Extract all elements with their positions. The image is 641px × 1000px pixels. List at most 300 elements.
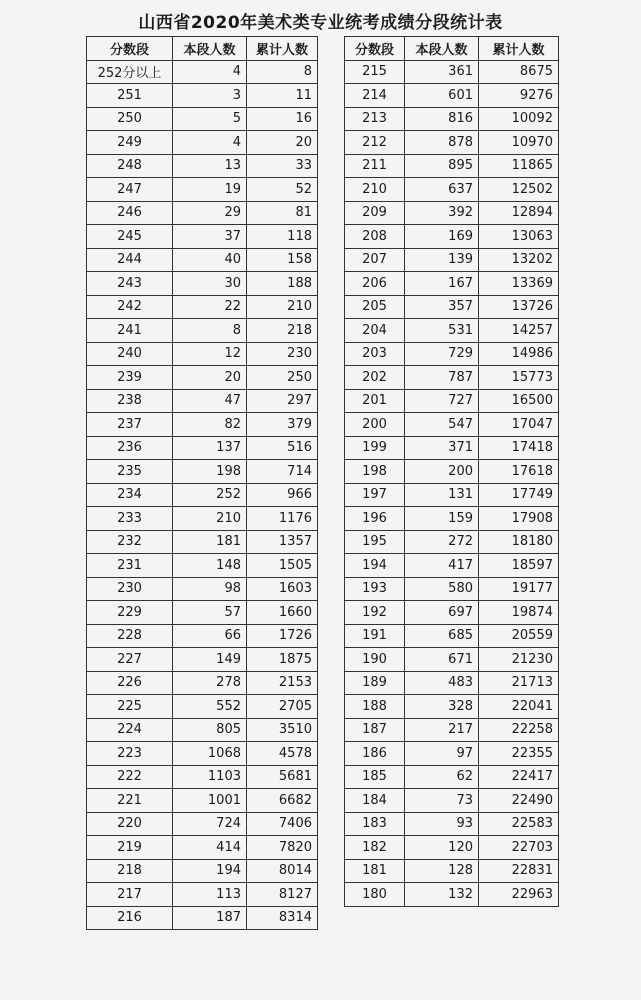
table-row (345, 859, 559, 883)
score-band-cell: 190 (345, 648, 405, 672)
band-count-cell: 22 (173, 295, 247, 319)
table-row (345, 84, 559, 108)
band-count-cell: 328 (405, 695, 479, 719)
score-band-cell: 194 (345, 554, 405, 578)
table-row (87, 671, 318, 695)
cumulative-count-cell: 18180 (479, 530, 559, 554)
cumulative-count-cell: 13369 (479, 272, 559, 296)
band-count-cell: 198 (173, 460, 247, 484)
table-row (87, 601, 318, 625)
band-count-cell: 417 (405, 554, 479, 578)
table-row (345, 413, 559, 437)
cumulative-count-cell: 20559 (479, 624, 559, 648)
table-row (87, 836, 318, 860)
table-row (87, 178, 318, 202)
band-count-cell: 167 (405, 272, 479, 296)
cumulative-count-cell: 18597 (479, 554, 559, 578)
score-band-cell: 223 (87, 742, 173, 766)
band-count-cell: 210 (173, 507, 247, 531)
cumulative-count-cell: 1505 (247, 554, 318, 578)
table-row (87, 648, 318, 672)
cumulative-count-cell: 22041 (479, 695, 559, 719)
cumulative-count-cell: 2153 (247, 671, 318, 695)
cumulative-count-cell: 81 (247, 201, 318, 225)
score-band-cell: 214 (345, 84, 405, 108)
band-count-cell: 148 (173, 554, 247, 578)
band-count-cell: 547 (405, 413, 479, 437)
cumulative-count-cell: 8127 (247, 883, 318, 907)
table-row (345, 624, 559, 648)
table-row (87, 131, 318, 155)
table-row (345, 812, 559, 836)
band-count-cell: 19 (173, 178, 247, 202)
table-row (87, 507, 318, 531)
score-band-cell: 189 (345, 671, 405, 695)
score-band-cell: 227 (87, 648, 173, 672)
table-row (87, 295, 318, 319)
band-count-cell: 252 (173, 483, 247, 507)
band-count-cell: 483 (405, 671, 479, 695)
cumulative-count-cell: 8 (247, 60, 318, 84)
score-band-cell: 230 (87, 577, 173, 601)
table-body-left (87, 60, 318, 930)
table-row (87, 859, 318, 883)
cumulative-count-cell: 11865 (479, 154, 559, 178)
band-count-cell: 1068 (173, 742, 247, 766)
score-band-cell: 220 (87, 812, 173, 836)
table-row (87, 319, 318, 343)
cumulative-count-cell: 13726 (479, 295, 559, 319)
score-band-cell: 237 (87, 413, 173, 437)
score-band-cell: 241 (87, 319, 173, 343)
table-row (345, 601, 559, 625)
score-table-right (344, 36, 559, 907)
cumulative-count-cell: 8014 (247, 859, 318, 883)
cumulative-count-cell: 6682 (247, 789, 318, 813)
table-row (87, 389, 318, 413)
score-band-cell: 212 (345, 131, 405, 155)
table-row (87, 60, 318, 84)
score-band-cell: 233 (87, 507, 173, 531)
band-count-cell: 531 (405, 319, 479, 343)
cumulative-count-cell: 17418 (479, 436, 559, 460)
score-band-cell: 201 (345, 389, 405, 413)
header-band-count: 本段人数 (173, 37, 247, 61)
band-count-cell: 878 (405, 131, 479, 155)
cumulative-count-cell: 22355 (479, 742, 559, 766)
cumulative-count-cell: 8314 (247, 906, 318, 930)
table-row (345, 319, 559, 343)
page-title: 山西省2020年美术类专业统考成绩分段统计表 (138, 13, 503, 33)
cumulative-count-cell: 22583 (479, 812, 559, 836)
band-count-cell: 4 (173, 131, 247, 155)
band-count-cell: 895 (405, 154, 479, 178)
band-count-cell: 159 (405, 507, 479, 531)
band-count-cell: 62 (405, 765, 479, 789)
score-band-cell: 202 (345, 366, 405, 390)
score-band-cell: 234 (87, 483, 173, 507)
table-row (87, 483, 318, 507)
header-cumulative-count: 累计人数 (247, 37, 318, 61)
cumulative-count-cell: 12502 (479, 178, 559, 202)
table-row (87, 413, 318, 437)
header-score-band: 分数段 (87, 37, 173, 61)
score-band-cell: 182 (345, 836, 405, 860)
score-band-cell: 184 (345, 789, 405, 813)
cumulative-count-cell: 218 (247, 319, 318, 343)
band-count-cell: 132 (405, 883, 479, 907)
band-count-cell: 194 (173, 859, 247, 883)
score-band-cell: 215 (345, 60, 405, 84)
score-band-cell: 191 (345, 624, 405, 648)
band-count-cell: 187 (173, 906, 247, 930)
band-count-cell: 120 (405, 836, 479, 860)
score-band-cell: 203 (345, 342, 405, 366)
band-count-cell: 552 (173, 695, 247, 719)
score-band-cell: 228 (87, 624, 173, 648)
table-row (87, 201, 318, 225)
table-row (87, 906, 318, 930)
cumulative-count-cell: 22963 (479, 883, 559, 907)
cumulative-count-cell: 230 (247, 342, 318, 366)
score-band-cell: 247 (87, 178, 173, 202)
cumulative-count-cell: 14257 (479, 319, 559, 343)
band-count-cell: 361 (405, 60, 479, 84)
cumulative-count-cell: 22490 (479, 789, 559, 813)
cumulative-count-cell: 516 (247, 436, 318, 460)
table-row (345, 460, 559, 484)
score-band-cell: 221 (87, 789, 173, 813)
cumulative-count-cell: 11 (247, 84, 318, 108)
table-row (345, 366, 559, 390)
band-count-cell: 805 (173, 718, 247, 742)
cumulative-count-cell: 14986 (479, 342, 559, 366)
cumulative-count-cell: 52 (247, 178, 318, 202)
cumulative-count-cell: 10092 (479, 107, 559, 131)
table-row (345, 272, 559, 296)
band-count-cell: 47 (173, 389, 247, 413)
table-row (345, 883, 559, 907)
cumulative-count-cell: 17908 (479, 507, 559, 531)
band-count-cell: 181 (173, 530, 247, 554)
score-band-cell: 219 (87, 836, 173, 860)
score-band-cell: 180 (345, 883, 405, 907)
table-row (87, 225, 318, 249)
score-band-cell: 213 (345, 107, 405, 131)
band-count-cell: 724 (173, 812, 247, 836)
score-band-cell: 244 (87, 248, 173, 272)
band-count-cell: 671 (405, 648, 479, 672)
score-band-cell: 185 (345, 765, 405, 789)
band-count-cell: 816 (405, 107, 479, 131)
score-band-cell: 248 (87, 154, 173, 178)
score-band-cell: 216 (87, 906, 173, 930)
band-count-cell: 5 (173, 107, 247, 131)
band-count-cell: 1001 (173, 789, 247, 813)
score-band-cell: 199 (345, 436, 405, 460)
band-count-cell: 392 (405, 201, 479, 225)
cumulative-count-cell: 16500 (479, 389, 559, 413)
band-count-cell: 98 (173, 577, 247, 601)
band-count-cell: 697 (405, 601, 479, 625)
band-count-cell: 93 (405, 812, 479, 836)
score-band-cell: 236 (87, 436, 173, 460)
table-row (345, 389, 559, 413)
cumulative-count-cell: 9276 (479, 84, 559, 108)
score-table-left (86, 36, 318, 930)
score-band-cell: 225 (87, 695, 173, 719)
table-row (87, 765, 318, 789)
header-score-band: 分数段 (345, 37, 405, 61)
score-band-cell: 195 (345, 530, 405, 554)
score-band-cell: 208 (345, 225, 405, 249)
score-band-cell: 238 (87, 389, 173, 413)
band-count-cell: 137 (173, 436, 247, 460)
header-band-count: 本段人数 (405, 37, 479, 61)
band-count-cell: 37 (173, 225, 247, 249)
table-row (345, 718, 559, 742)
score-band-cell: 188 (345, 695, 405, 719)
table-row (345, 436, 559, 460)
score-band-cell: 187 (345, 718, 405, 742)
cumulative-count-cell: 7820 (247, 836, 318, 860)
cumulative-count-cell: 1603 (247, 577, 318, 601)
band-count-cell: 20 (173, 366, 247, 390)
band-count-cell: 1103 (173, 765, 247, 789)
cumulative-count-cell: 22831 (479, 859, 559, 883)
score-band-cell: 218 (87, 859, 173, 883)
cumulative-count-cell: 1176 (247, 507, 318, 531)
band-count-cell: 131 (405, 483, 479, 507)
table-row (87, 554, 318, 578)
table-row (345, 483, 559, 507)
cumulative-count-cell: 966 (247, 483, 318, 507)
band-count-cell: 40 (173, 248, 247, 272)
band-count-cell: 13 (173, 154, 247, 178)
table-row (87, 789, 318, 813)
score-band-cell: 226 (87, 671, 173, 695)
band-count-cell: 272 (405, 530, 479, 554)
table-row (345, 530, 559, 554)
table-row (87, 624, 318, 648)
score-band-cell: 193 (345, 577, 405, 601)
table-row (87, 342, 318, 366)
band-count-cell: 29 (173, 201, 247, 225)
score-band-cell: 250 (87, 107, 173, 131)
table-row (87, 154, 318, 178)
table-row (87, 272, 318, 296)
band-count-cell: 139 (405, 248, 479, 272)
cumulative-count-cell: 297 (247, 389, 318, 413)
table-row (87, 742, 318, 766)
table-row (345, 248, 559, 272)
cumulative-count-cell: 20 (247, 131, 318, 155)
score-band-cell: 217 (87, 883, 173, 907)
cumulative-count-cell: 4578 (247, 742, 318, 766)
band-count-cell: 371 (405, 436, 479, 460)
table-row (87, 84, 318, 108)
cumulative-count-cell: 714 (247, 460, 318, 484)
score-band-cell: 239 (87, 366, 173, 390)
score-band-cell: 186 (345, 742, 405, 766)
cumulative-count-cell: 22703 (479, 836, 559, 860)
band-count-cell: 3 (173, 84, 247, 108)
cumulative-count-cell: 13063 (479, 225, 559, 249)
cumulative-count-cell: 17749 (479, 483, 559, 507)
score-band-cell: 209 (345, 201, 405, 225)
table-row (345, 836, 559, 860)
score-band-cell: 242 (87, 295, 173, 319)
cumulative-count-cell: 2705 (247, 695, 318, 719)
table-row (87, 248, 318, 272)
cumulative-count-cell: 210 (247, 295, 318, 319)
score-band-cell: 205 (345, 295, 405, 319)
score-band-cell: 235 (87, 460, 173, 484)
table-row (345, 131, 559, 155)
table-row (87, 577, 318, 601)
band-count-cell: 278 (173, 671, 247, 695)
cumulative-count-cell: 1726 (247, 624, 318, 648)
table-row (345, 107, 559, 131)
band-count-cell: 97 (405, 742, 479, 766)
score-band-cell: 183 (345, 812, 405, 836)
band-count-cell: 580 (405, 577, 479, 601)
cumulative-count-cell: 13202 (479, 248, 559, 272)
table-header-row (87, 37, 318, 61)
cumulative-count-cell: 33 (247, 154, 318, 178)
score-band-cell: 210 (345, 178, 405, 202)
score-band-cell: 222 (87, 765, 173, 789)
score-band-cell: 198 (345, 460, 405, 484)
table-row (87, 695, 318, 719)
band-count-cell: 30 (173, 272, 247, 296)
score-band-cell: 252分以上 (87, 60, 173, 84)
cumulative-count-cell: 19874 (479, 601, 559, 625)
score-band-cell: 249 (87, 131, 173, 155)
score-band-cell: 246 (87, 201, 173, 225)
band-count-cell: 357 (405, 295, 479, 319)
header-cumulative-count: 累计人数 (479, 37, 559, 61)
band-count-cell: 57 (173, 601, 247, 625)
table-row (345, 648, 559, 672)
table-row (345, 342, 559, 366)
cumulative-count-cell: 379 (247, 413, 318, 437)
cumulative-count-cell: 8675 (479, 60, 559, 84)
cumulative-count-cell: 7406 (247, 812, 318, 836)
cumulative-count-cell: 17618 (479, 460, 559, 484)
cumulative-count-cell: 3510 (247, 718, 318, 742)
cumulative-count-cell: 17047 (479, 413, 559, 437)
band-count-cell: 82 (173, 413, 247, 437)
score-band-cell: 224 (87, 718, 173, 742)
table-row (87, 530, 318, 554)
cumulative-count-cell: 12894 (479, 201, 559, 225)
table-row (345, 554, 559, 578)
band-count-cell: 128 (405, 859, 479, 883)
cumulative-count-cell: 21713 (479, 671, 559, 695)
band-count-cell: 8 (173, 319, 247, 343)
table-row (87, 107, 318, 131)
score-band-cell: 231 (87, 554, 173, 578)
score-band-cell: 229 (87, 601, 173, 625)
cumulative-count-cell: 21230 (479, 648, 559, 672)
score-band-cell: 197 (345, 483, 405, 507)
table-row (87, 460, 318, 484)
score-band-cell: 245 (87, 225, 173, 249)
score-band-cell: 181 (345, 859, 405, 883)
table-row (87, 436, 318, 460)
table-row (345, 507, 559, 531)
score-band-cell: 243 (87, 272, 173, 296)
table-row (345, 577, 559, 601)
score-band-cell: 240 (87, 342, 173, 366)
table-row (345, 671, 559, 695)
cumulative-count-cell: 15773 (479, 366, 559, 390)
table-row (345, 742, 559, 766)
table-row (87, 812, 318, 836)
score-band-cell: 251 (87, 84, 173, 108)
table-row (345, 695, 559, 719)
table-row (345, 60, 559, 84)
cumulative-count-cell: 22417 (479, 765, 559, 789)
band-count-cell: 727 (405, 389, 479, 413)
table-row (345, 225, 559, 249)
table-row (345, 765, 559, 789)
band-count-cell: 66 (173, 624, 247, 648)
band-count-cell: 113 (173, 883, 247, 907)
score-band-cell: 204 (345, 319, 405, 343)
band-count-cell: 787 (405, 366, 479, 390)
band-count-cell: 637 (405, 178, 479, 202)
cumulative-count-cell: 22258 (479, 718, 559, 742)
cumulative-count-cell: 250 (247, 366, 318, 390)
band-count-cell: 169 (405, 225, 479, 249)
table-row (345, 789, 559, 813)
band-count-cell: 200 (405, 460, 479, 484)
band-count-cell: 685 (405, 624, 479, 648)
band-count-cell: 729 (405, 342, 479, 366)
score-band-cell: 192 (345, 601, 405, 625)
table-row (345, 154, 559, 178)
cumulative-count-cell: 5681 (247, 765, 318, 789)
band-count-cell: 12 (173, 342, 247, 366)
cumulative-count-cell: 19177 (479, 577, 559, 601)
table-body-right (345, 60, 559, 906)
band-count-cell: 414 (173, 836, 247, 860)
table-row (87, 718, 318, 742)
score-band-cell: 232 (87, 530, 173, 554)
score-band-cell: 207 (345, 248, 405, 272)
band-count-cell: 73 (405, 789, 479, 813)
cumulative-count-cell: 188 (247, 272, 318, 296)
score-band-cell: 196 (345, 507, 405, 531)
band-count-cell: 601 (405, 84, 479, 108)
band-count-cell: 149 (173, 648, 247, 672)
table-header-row (345, 37, 559, 61)
cumulative-count-cell: 1357 (247, 530, 318, 554)
table-row (345, 201, 559, 225)
cumulative-count-cell: 1660 (247, 601, 318, 625)
table-row (87, 366, 318, 390)
cumulative-count-cell: 16 (247, 107, 318, 131)
table-row (345, 295, 559, 319)
score-band-cell: 211 (345, 154, 405, 178)
band-count-cell: 4 (173, 60, 247, 84)
table-row (345, 178, 559, 202)
cumulative-count-cell: 10970 (479, 131, 559, 155)
score-band-cell: 206 (345, 272, 405, 296)
cumulative-count-cell: 1875 (247, 648, 318, 672)
